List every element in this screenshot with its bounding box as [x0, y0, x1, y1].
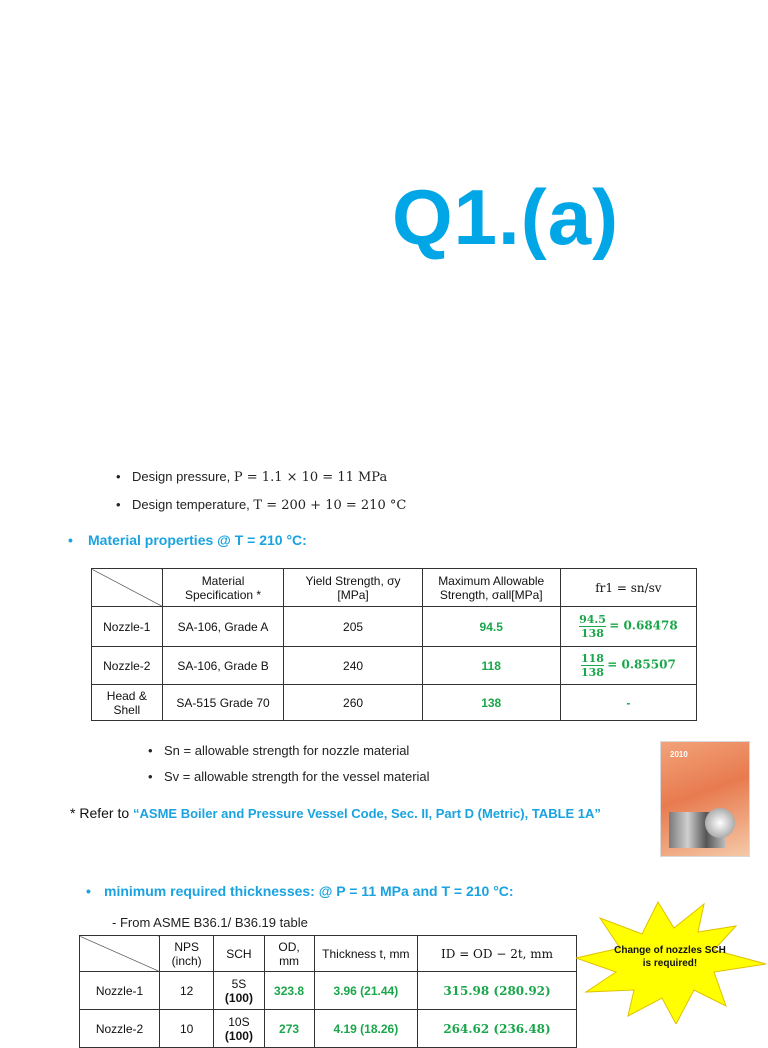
table-corner: [92, 569, 163, 607]
design-temperature-equation: T = 200 + 10 = 210 °C: [253, 498, 407, 513]
header-allowable-strength: Maximum Allowable Strength, σall[MPa]: [422, 569, 560, 607]
header-fr1: fr1 = sn/sv: [560, 569, 696, 607]
header-id: ID = OD − 2t, mm: [418, 936, 577, 972]
note-sn: • Sn = allowable strength for nozzle material: [148, 743, 410, 758]
material-heading: • Material properties @ T = 210 °C:: [68, 532, 307, 548]
fr1-nozzle-2: $\frac{118}{138}$ = 0.85507: [560, 647, 696, 685]
note-sv: • Sv = allowable strength for the vessel material: [148, 769, 430, 784]
material-table: [91, 568, 697, 721]
design-pressure-line: • Design pressure, P = 1.1 × 10 = 11 MPa: [116, 469, 388, 485]
header-od: OD, mm: [264, 936, 314, 972]
table-row: Nozzle-1 SA-106, Grade A 205 94.5 $\frac{94.5}{138}$ = 0.68478: [92, 607, 697, 647]
header-thickness: Thickness t, mm: [314, 936, 417, 972]
design-temperature-line: • Design temperature, T = 200 + 10 = 210 °C: [116, 497, 407, 513]
page-title: Q1.(a): [392, 173, 620, 261]
design-pressure-equation: P = 1.1 × 10 = 11 MPa: [233, 470, 388, 485]
header-nps: NPS (inch): [159, 936, 213, 972]
callout-text: Change of nozzles SCH is required!: [614, 945, 726, 969]
min-thickness-heading: • minimum required thicknesses: @ P = 11 MPa and T = 210 °C:: [86, 883, 514, 899]
header-material-spec: Material Specification *: [162, 569, 284, 607]
table-row: Head & Shell SA-515 Grade 70 260 138 -: [92, 685, 697, 721]
from-table-note: - From ASME B36.1/ B36.19 table: [112, 915, 308, 930]
reference-title: “ASME Boiler and Pressure Vessel Code, Sec. II, Part D (Metric), TABLE 1A”: [133, 806, 601, 821]
asme-book-cover-image: 2010: [660, 741, 750, 857]
reference-line: * Refer to “ASME Boiler and Pressure Vessel Code, Sec. II, Part D (Metric), TABLE 1A”: [70, 805, 601, 821]
fr1-nozzle-1: $\frac{94.5}{138}$ = 0.68478: [560, 607, 696, 647]
thickness-table: [79, 935, 577, 1048]
table-row: Nozzle-1 12 5S (100) 323.8 3.96 (21.44) 315.98 (280.92): [80, 972, 577, 1010]
table-corner: [80, 936, 160, 972]
callout-starburst: [576, 900, 768, 1024]
table-row: Nozzle-2 SA-106, Grade B 240 118 $\frac{118}{138}$ = 0.85507: [92, 647, 697, 685]
table-row: Nozzle-2 10 10S (100) 273 4.19 (18.26) 264.62 (236.48): [80, 1010, 577, 1048]
header-yield-strength: Yield Strength, σy [MPa]: [284, 569, 422, 607]
header-sch: SCH: [214, 936, 264, 972]
